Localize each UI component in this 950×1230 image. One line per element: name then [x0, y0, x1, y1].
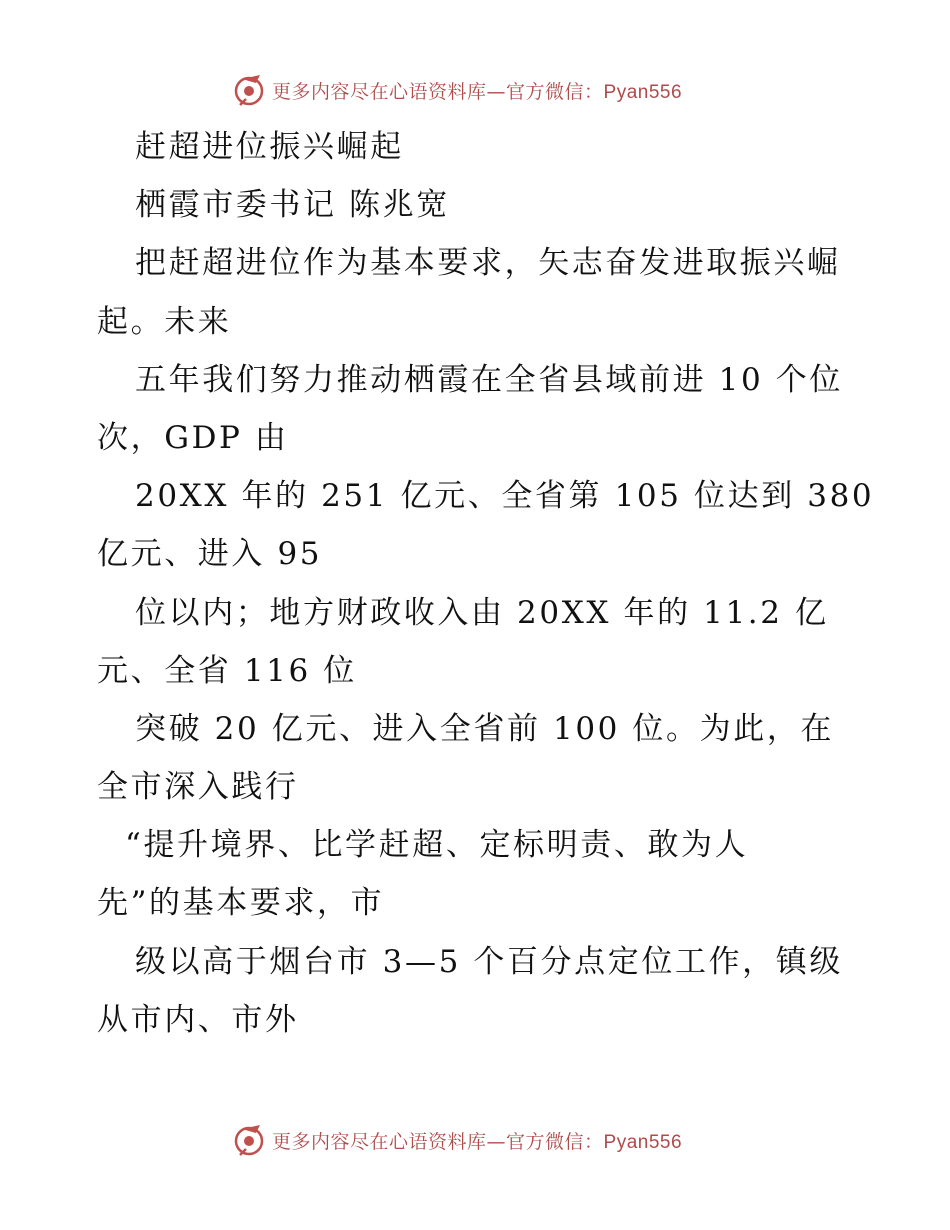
paragraph-line: 次，GDP 由: [97, 419, 289, 456]
paragraph-line: 突破 20 亿元、进入全省前 100 位。为此，在: [135, 710, 835, 747]
footer-banner: [232, 1123, 682, 1157]
paragraph-line: “提升境界、比学赶超、定标明责、敢为人: [125, 827, 749, 864]
wechat-id: Pyan556: [603, 81, 683, 103]
document-body: [97, 118, 877, 1049]
author-line: 栖霞市委书记 陈兆宽: [135, 187, 450, 224]
paragraph-line: 起。未来: [97, 303, 232, 340]
paragraph-line: 元、全省 116 位: [97, 652, 357, 689]
header-banner: [232, 73, 682, 107]
brand-logo-icon: [232, 73, 266, 107]
document-title: 赶超进位振兴崛起: [135, 129, 404, 165]
paragraph-line: 五年我们努力推动栖霞在全省县域前进 10 个位: [135, 361, 843, 398]
brand-logo-icon: [232, 1123, 266, 1157]
paragraph-line: 亿元、进入 95: [97, 536, 323, 573]
paragraph-line: 位以内；地方财政收入由 20XX 年的 11.2 亿: [135, 594, 829, 631]
banner-label: 更多内容尽在心语资料库—官方微信：Pyan556: [272, 1130, 683, 1153]
paragraph-line: 全市深入践行: [97, 769, 299, 806]
paragraph-line: 先”的基本要求，市: [97, 885, 385, 922]
paragraph-line: 从市内、市外: [97, 1001, 299, 1038]
wechat-id: Pyan556: [603, 1131, 683, 1153]
paragraph-line: 级以高于烟台市 3—5 个百分点定位工作，镇级: [135, 943, 843, 980]
paragraph-line: 把赶超进位作为基本要求，矢志奋发进取振兴崛: [135, 245, 841, 282]
banner-label: 更多内容尽在心语资料库—官方微信：Pyan556: [272, 80, 683, 103]
paragraph-line: 20XX 年的 251 亿元、全省第 105 位达到 380: [135, 478, 875, 515]
